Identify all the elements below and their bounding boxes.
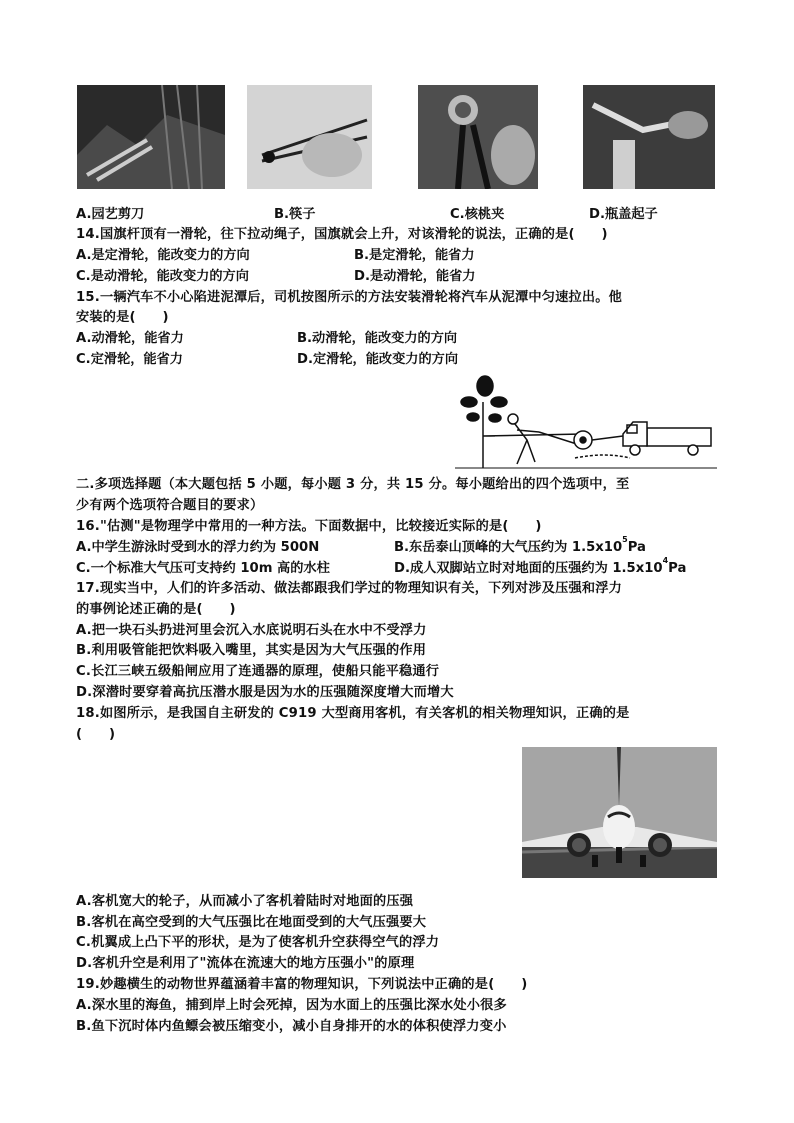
q15-option-b: B.动滑轮，能改变力的方向 <box>297 331 458 346</box>
walnut-cracker-photo <box>418 85 538 189</box>
q18-option-c: C.机翼成上凸下平的形状，是为了使客机升空获得空气的浮力 <box>76 935 440 950</box>
q16-option-d-text: D.成人双脚站立时对地面的压强约为 1.5x10 <box>394 561 663 576</box>
garden-shears-photo <box>77 85 225 189</box>
caption-a: A.园艺剪刀 <box>76 207 145 222</box>
q19-stem: 19.妙趣横生的动物世界蕴涵着丰富的物理知识，下列说法中正确的是( ) <box>76 977 528 992</box>
q16-stem: 16."估测"是物理学中常用的一种方法。下面数据中，比较接近实际的是( ) <box>76 519 542 534</box>
truck-pulley-figure <box>455 372 717 470</box>
q17-option-b: B.利用吸管能把饮料吸入嘴里，其实是因为大气压强的作用 <box>76 643 427 658</box>
q14-option-c: C.是动滑轮，能改变力的方向 <box>76 269 249 284</box>
q17-stem-line2: 的事例论述正确的是( ) <box>76 602 236 617</box>
q16-option-b-unit: Pa <box>627 540 646 555</box>
q14-option-d: D.是动滑轮，能省力 <box>354 269 476 284</box>
q18-stem-line1: 18.如图所示，是我国自主研发的 C919 大型商用客机，有关客机的相关物理知识，正确的是 <box>76 706 630 721</box>
q15-option-a: A.动滑轮，能省力 <box>76 331 184 346</box>
bottle-opener-photo <box>583 85 715 189</box>
q16-option-d-unit: Pa <box>668 561 687 576</box>
caption-d: D.瓶盖起子 <box>589 207 658 222</box>
q16-option-b <box>394 536 646 555</box>
section2-heading-line2: 少有两个选项符合题目的要求） <box>76 498 264 513</box>
q16-option-d-exponent: 4 <box>662 556 669 565</box>
q16-option-d <box>394 557 686 576</box>
q15-stem-line2: 安装的是( ) <box>76 310 169 325</box>
q15-option-c: C.定滑轮，能省力 <box>76 352 183 367</box>
q14-option-a: A.是定滑轮，能改变力的方向 <box>76 248 250 263</box>
caption-b: B.筷子 <box>274 207 316 222</box>
c919-aircraft-photo <box>522 747 717 878</box>
q14-option-b: B.是定滑轮，能省力 <box>354 248 475 263</box>
q18-option-b: B.客机在高空受到的大气压强比在地面受到的大气压强要大 <box>76 915 427 930</box>
q17-option-d: D.深潜时要穿着高抗压潜水服是因为水的压强随深度增大而增大 <box>76 685 454 700</box>
q16-option-c: C.一个标准大气压可支持约 10m 高的水柱 <box>76 561 330 576</box>
q15-option-d: D.定滑轮，能改变力的方向 <box>297 352 459 367</box>
q18-stem-line2: ( ) <box>76 727 116 742</box>
q17-option-a: A.把一块石头扔进河里会沉入水底说明石头在水中不受浮力 <box>76 623 427 638</box>
q16-option-b-text: B.东岳泰山顶峰的大气压约为 1.5x10 <box>394 540 623 555</box>
q14-stem: 14.国旗杆顶有一滑轮，往下拉动绳子，国旗就会上升，对该滑轮的说法，正确的是( ) <box>76 227 608 242</box>
section2-heading-line1: 二.多项选择题（本大题包括 5 小题，每小题 3 分，共 15 分。每小题给出的四个选项中，至 <box>76 477 630 492</box>
q17-option-c: C.长江三峡五级船闸应用了连通器的原理，使船只能平稳通行 <box>76 664 440 679</box>
chopsticks-photo <box>247 85 372 189</box>
q18-option-a: A.客机宽大的轮子，从而减小了客机着陆时对地面的压强 <box>76 894 414 909</box>
q19-option-a: A.深水里的海鱼，捕到岸上时会死掉，因为水面上的压强比深水处小很多 <box>76 998 507 1013</box>
q17-stem-line1: 17.现实当中，人们的许多活动、做法都跟我们学过的物理知识有关，下列对涉及压强和浮力 <box>76 581 623 596</box>
caption-c: C.核桃夹 <box>450 207 505 222</box>
q15-stem-line1: 15.一辆汽车不小心陷进泥潭后，司机按图所示的方法安装滑轮将汽车从泥潭中匀速拉出。他 <box>76 290 623 305</box>
q19-option-b: B.鱼下沉时体内鱼鳔会被压缩变小，减小自身排开的水的体积使浮力变小 <box>76 1019 507 1034</box>
q16-option-b-exponent: 5 <box>622 535 628 544</box>
q16-option-a: A.中学生游泳时受到水的浮力约为 500N <box>76 540 320 555</box>
q18-option-d: D.客机升空是利用了"流体在流速大的地方压强小"的原理 <box>76 956 415 971</box>
